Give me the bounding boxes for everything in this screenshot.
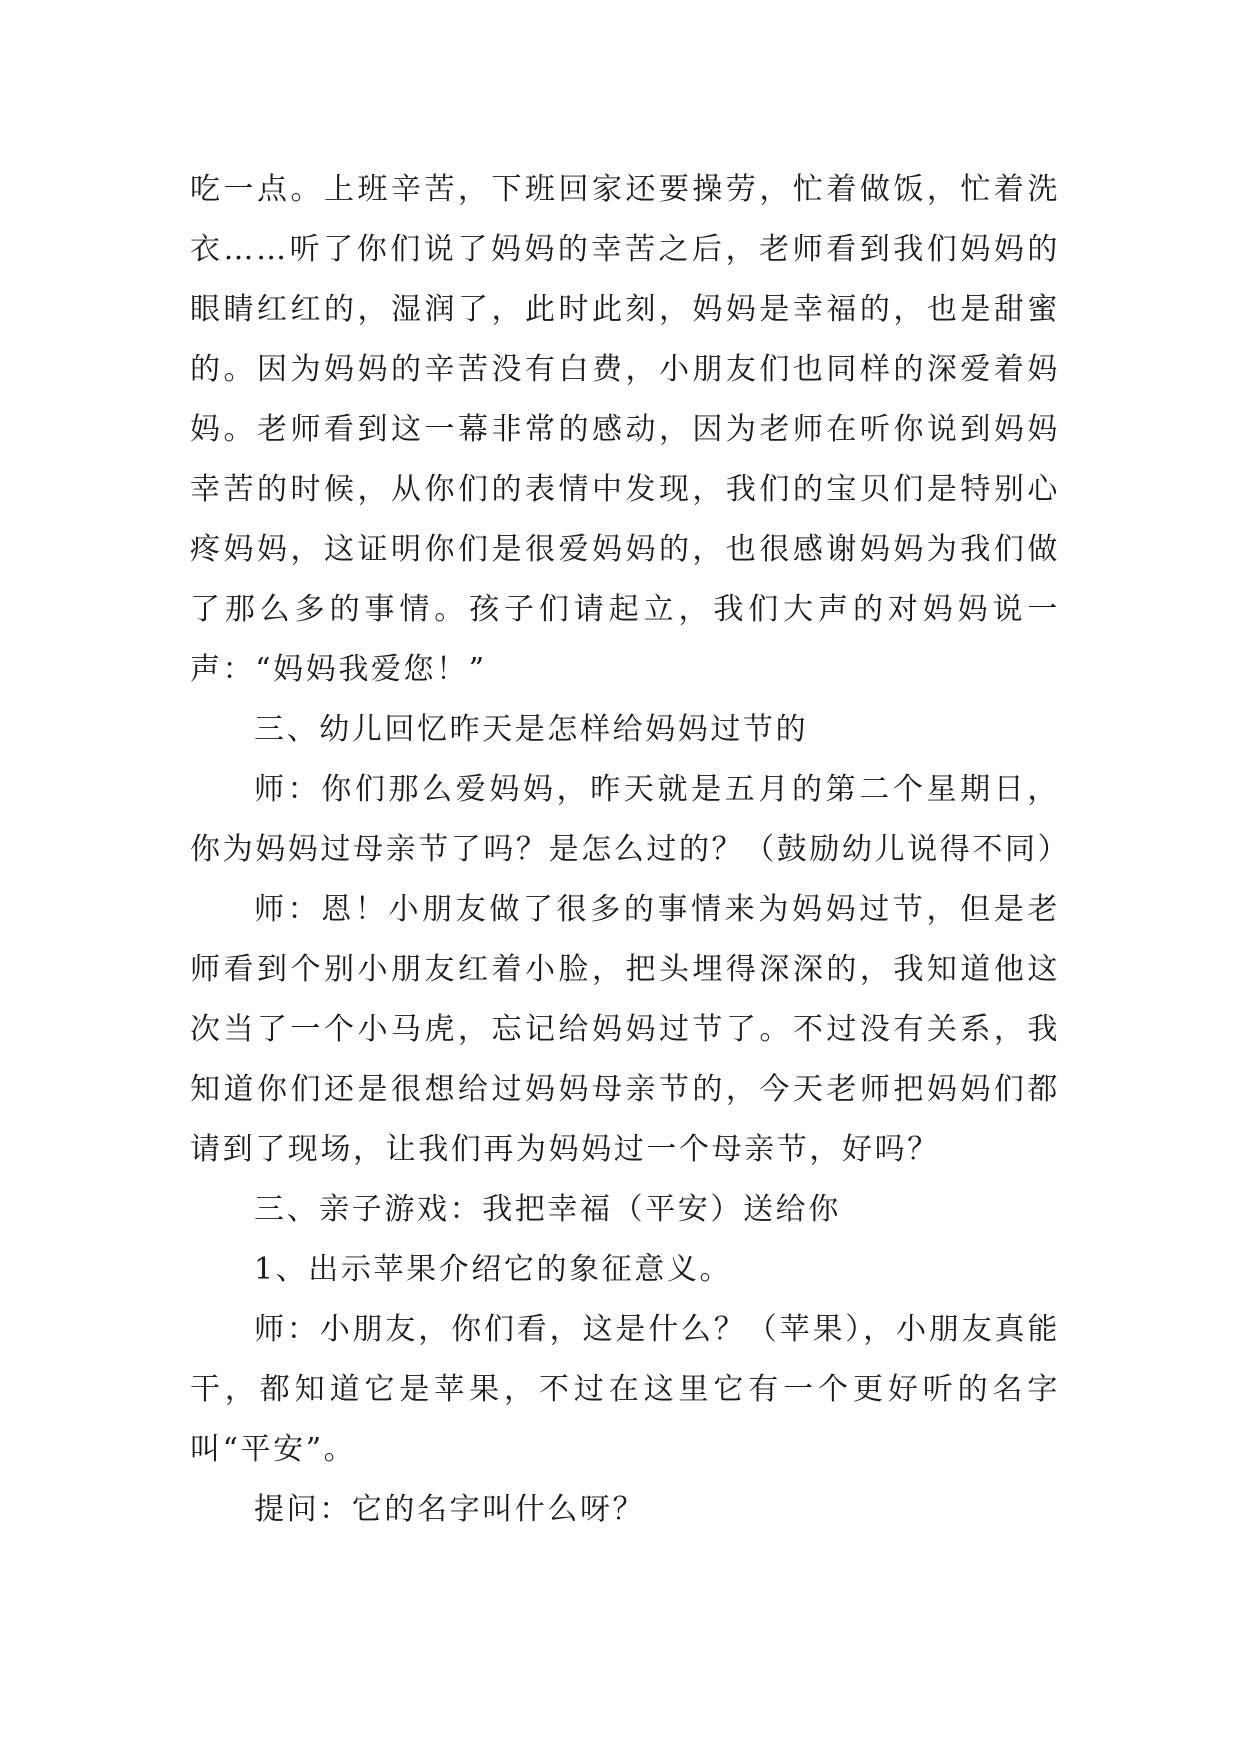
paragraph-teacher-apple: 师：小朋友，你们看，这是什么？（苹果），小朋友真能干，都知道它是苹果，不过在这里它有一个更好听的名字叫“平安”。 xyxy=(190,1312,1060,1467)
document-body xyxy=(190,160,1071,1540)
paragraph-continuation: 吃一点。上班辛苦，下班回家还要操劳，忙着做饭，忙着洗衣……听了你们说了妈妈的幸苦之后，老师看到我们妈妈的眼睛红红的，湿润了，此时此刻，妈妈是幸福的，也是甜蜜的。因为妈妈的辛苦没有白费，小朋友们也同样的深爱着妈妈。老师看到这一幕非常的感动，因为老师在听你说到妈妈幸苦的时候，从你们的表情中发现，我们的宝贝们是特别心疼妈妈，这证明你们是很爱妈妈的，也很感谢妈妈为我们做了那么多的事情。孩子们请起立，我们大声的对妈妈说一声：“妈妈我爱您！” xyxy=(190,172,1060,687)
section-heading-recall: 三、幼儿回忆昨天是怎样给妈妈过节的 xyxy=(254,712,809,747)
step-item-apple: 1、出示苹果介绍它的象征意义。 xyxy=(254,1252,733,1287)
section-heading-game: 三、亲子游戏：我把幸福（平安）送给你 xyxy=(254,1192,841,1227)
paragraph-teacher-question: 师：你们那么爱妈妈，昨天就是五月的第二个星期日，你为妈妈过母亲节了吗？是怎么过的？（鼓励幼儿说得不同） xyxy=(190,772,1071,867)
paragraph-teacher-response: 师：恩！小朋友做了很多的事情来为妈妈过节，但是老师看到个别小朋友红着小脸，把头埋得深深的，我知道他这次当了一个小马虎，忘记给妈妈过节了。不过没有关系，我知道你们还是很想给过妈妈母亲节的，今天老师把妈妈们都请到了现场，让我们再为妈妈过一个母亲节，好吗？ xyxy=(190,892,1060,1167)
paragraph-question: 提问：它的名字叫什么呀？ xyxy=(254,1492,646,1527)
